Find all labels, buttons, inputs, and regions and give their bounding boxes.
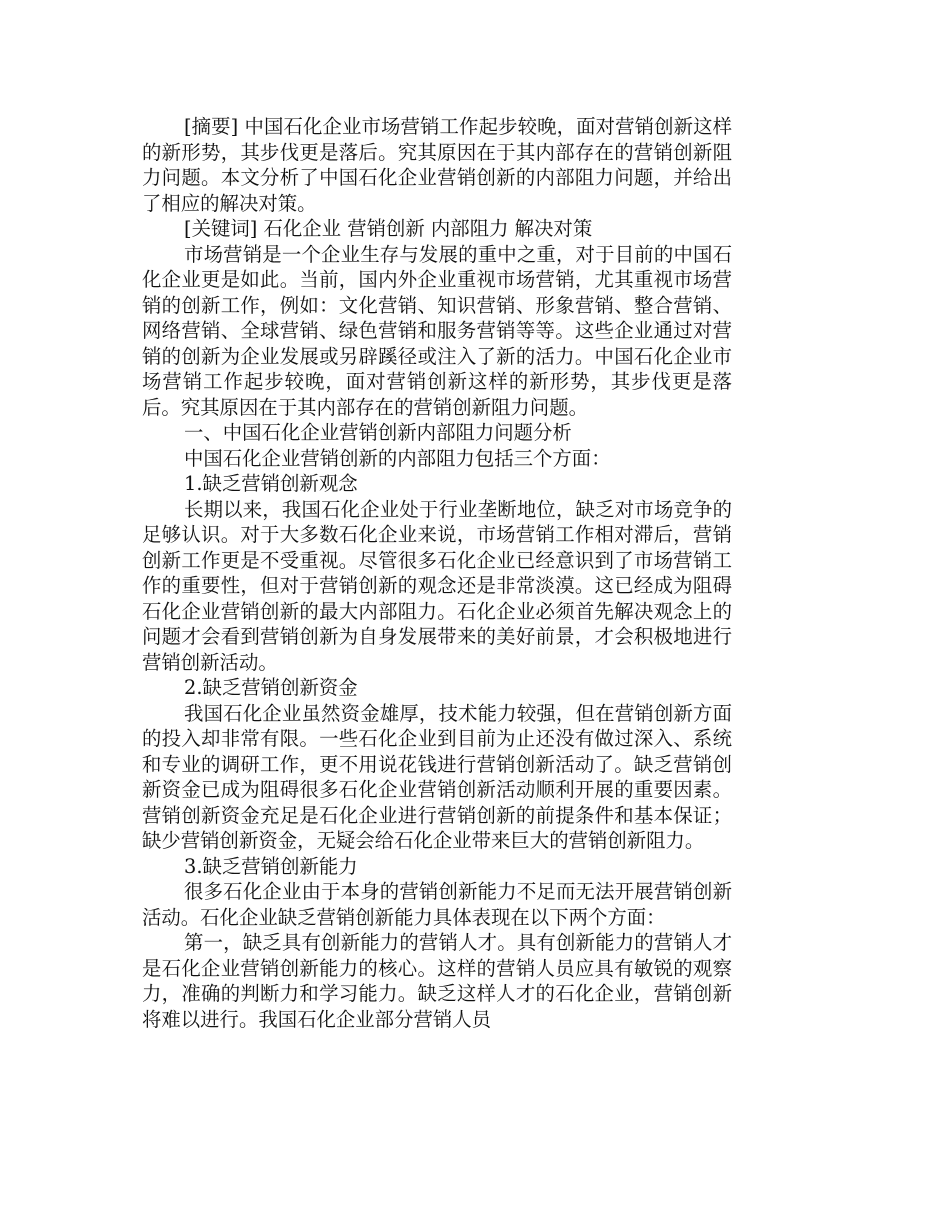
body-paragraph-3: 很多石化企业由于本身的营销创新能力不足而无法开展营销创新活动。石化企业缺乏营销创新能力具体表现在以下两个方面：	[142, 880, 732, 929]
intro-paragraph: 市场营销是一个企业生存与发展的重中之重，对于目前的中国石化企业更是如此。当前，国内外企业重视市场营销，尤其重视市场营销的创新工作，例如：文化营销、知识营销、形象营销、整合营销、网络营销、全球营销、绿色营销和服务营销等等。这些企业通过对营销的创新为企业发展或另辟蹊径或注入了新的活力。中国石化企业市场营销工作起步较晚，面对营销创新这样的新形势，其步伐更是落后。究其原因在于其内部存在的营销创新阻力问题。	[142, 242, 732, 419]
body-paragraph-1: 长期以来，我国石化企业处于行业垄断地位，缺乏对市场竞争的足够认识。对于大多数石化企业来说，市场营销工作相对滞后，营销创新工作更是不受重视。尽管很多石化企业已经意识到了市场营销工作的重要性，但对于营销创新的观念还是非常淡漠。这已经成为阻碍石化企业营销创新的最大内部阻力。石化企业必须首先解决观念上的问题才会看到营销创新为自身发展带来的美好前景，才会积极地进行营销创新活动。	[142, 497, 732, 674]
section-heading: 一、中国石化企业营销创新内部阻力问题分析	[184, 421, 572, 444]
abstract-paragraph: [摘要] 中国石化企业市场营销工作起步较晚，面对营销创新这样的新形势，其步伐更是落后。究其原因在于其内部存在的营销创新阻力问题。本文分析了中国石化企业营销创新的内部阻力问题，并给出了相应的解决对策。	[142, 115, 732, 215]
keywords-paragraph: [关键词] 石化企业 营销创新 内部阻力 解决对策	[184, 217, 593, 240]
section-intro-paragraph: 中国石化企业营销创新的内部阻力包括三个方面：	[184, 446, 611, 470]
body-paragraph-2: 我国石化企业虽然资金雄厚，技术能力较强，但在营销创新方面的投入却非常有限。一些石化企业到目前为止还没有做过深入、系统和专业的调研工作，更不用说花钱进行营销创新活动了。缺乏营销创新资金已成为阻碍很多石化企业营销创新活动顺利开展的重要因素。营销创新资金充足是石化企业进行营销创新的前提条件和基本保证；缺少营销创新资金，无疑会给石化企业带来巨大的营销创新阻力。	[142, 701, 732, 852]
document-body	[142, 114, 732, 1032]
subheading-3: 3.缺乏营销创新能力	[184, 854, 358, 878]
subheading-2: 2.缺乏营销创新资金	[184, 676, 358, 699]
body-paragraph-4: 第一，缺乏具有创新能力的营销人才。具有创新能力的营销人才是石化企业营销创新能力的核心。这样的营销人员应具有敏锐的观察力，准确的判断力和学习能力。缺乏这样人才的石化企业，营销创新将难以进行。我国石化企业部分营销人员	[142, 931, 732, 1031]
subheading-1: 1.缺乏营销创新观念	[184, 472, 358, 495]
